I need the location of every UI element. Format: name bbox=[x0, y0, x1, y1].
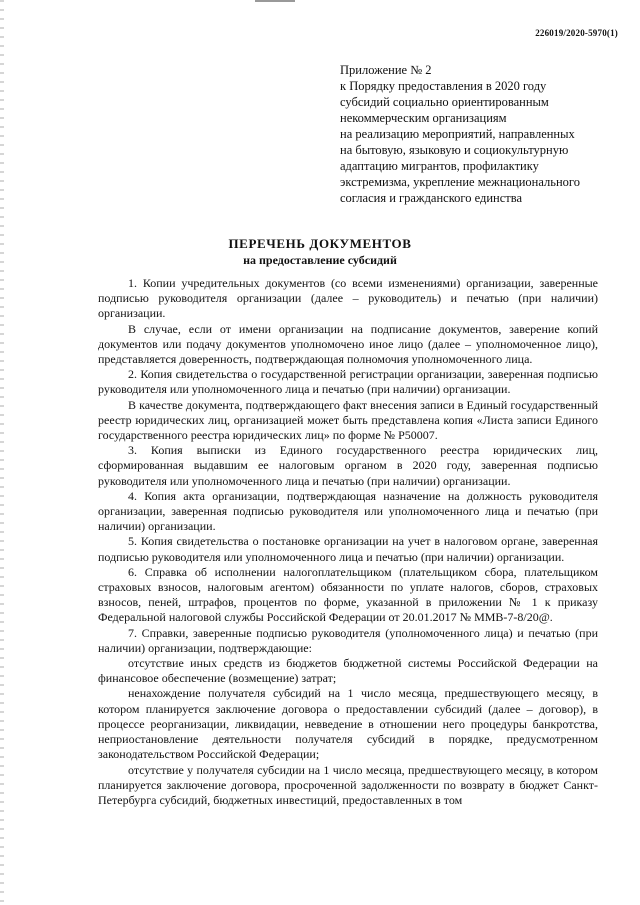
appendix-line: Приложение № 2 bbox=[340, 63, 432, 77]
paragraph: 5. Копия свидетельства о постановке организации на учет в налоговом органе, заверенная подписью руководителя или уполномоченного лица и печатью (при наличии) организации. bbox=[98, 534, 598, 564]
document-subtitle: на предоставление субсидий bbox=[243, 253, 397, 267]
appendix-line: адаптацию мигрантов, профилактику bbox=[340, 159, 539, 173]
paragraph: 3. Копия выписки из Единого государственного реестра юридических лиц, сформированная выдавшим ее налоговым органом в 2020 году, заверенная подписью руководителя или уполномоченного лица и печатью (при наличии) организации. bbox=[98, 443, 598, 488]
paragraph: ненахождение получателя субсидий на 1 число месяца, предшествующего месяцу, в котором планируется заключение договора о предоставлении субсидий (далее – договор), в процессе реорганизации, ликвидации, невведение в отношении него процедуры банкротства, неприостановление деятельности получателя субсидий в порядке, предусмотренном законодательством Российской Федерации; bbox=[98, 686, 598, 762]
appendix-line: субсидий социально ориентированным bbox=[340, 95, 549, 109]
paragraph: 1. Копии учредительных документов (со всеми изменениями) организации, заверенные подписью руководителя организации (далее – руководитель) и печатью (при наличии) организации. bbox=[98, 276, 598, 321]
appendix-header bbox=[340, 62, 620, 206]
appendix-line: на реализацию мероприятий, направленных bbox=[340, 127, 575, 141]
scan-edge bbox=[0, 0, 4, 905]
paragraph: 6. Справка об исполнении налогоплательщиком (плательщиком сбора, плательщиком страховых взносов, налоговым агентом) обязанности по уплате налогов, сборов, страховых взносов, пеней, штрафов, процентов по форме, указанной в приложении № 1 к приказу Федеральной налоговой службы Российской Федерации от 20.01.2017 № ММВ-7-8/20@. bbox=[98, 564, 598, 625]
paragraph: отсутствие у получателя субсидии на 1 число месяца, предшествующего месяцу, в котором планируется заключение договора, просроченной задолженности по возврату в бюджет Санкт-Петербурга субсидий, бюджетных инвестиций, предоставленных в том bbox=[98, 762, 598, 807]
appendix-line: экстремизма, укрепление межнационального bbox=[340, 175, 580, 189]
paragraph: 2. Копия свидетельства о государственной регистрации организации, заверенная подписью руководителя или уполномоченного лица и печатью (при наличии) организации. bbox=[98, 367, 598, 397]
paragraph: отсутствие иных средств из бюджетов бюджетной системы Российской Федерации на финансовое обеспечение (возмещение) затрат; bbox=[98, 656, 598, 686]
paragraph: 7. Справки, заверенные подписью руководителя (уполномоченного лица) и печатью (при наличии) организации, подтверждающие: bbox=[98, 625, 598, 655]
document-title: ПЕРЕЧЕНЬ ДОКУМЕНТОВ bbox=[228, 236, 412, 251]
scan-mark bbox=[255, 0, 295, 2]
paragraph: В качестве документа, подтверждающего факт внесения записи в Единый государственный реестр юридических лиц, организацией может быть представлена копия «Листа записи Единого государственного реестра юридических лиц» по форме № Р50007. bbox=[98, 397, 598, 443]
document-id: 226019/2020-5970(1) bbox=[535, 28, 618, 38]
appendix-line: некоммерческим организациям bbox=[340, 111, 507, 125]
document-body bbox=[98, 276, 598, 808]
paragraph: В случае, если от имени организации на подписание документов, заверение копий документов или подачу документов уполномочено иное лицо (далее – уполномоченное лицо), представляется доверенность, подтверждающая полномочия уполномоченного лица. bbox=[98, 321, 598, 367]
appendix-line: согласия и гражданского единства bbox=[340, 191, 523, 205]
paragraph: 4. Копия акта организации, подтверждающая назначение на должность руководителя организации, заверенная подписью руководителя или уполномоченного лица и печатью (при наличии) организации. bbox=[98, 488, 598, 534]
appendix-line: к Порядку предоставления в 2020 году bbox=[340, 79, 547, 93]
appendix-line: на бытовую, языковую и социокультурную bbox=[340, 143, 569, 157]
